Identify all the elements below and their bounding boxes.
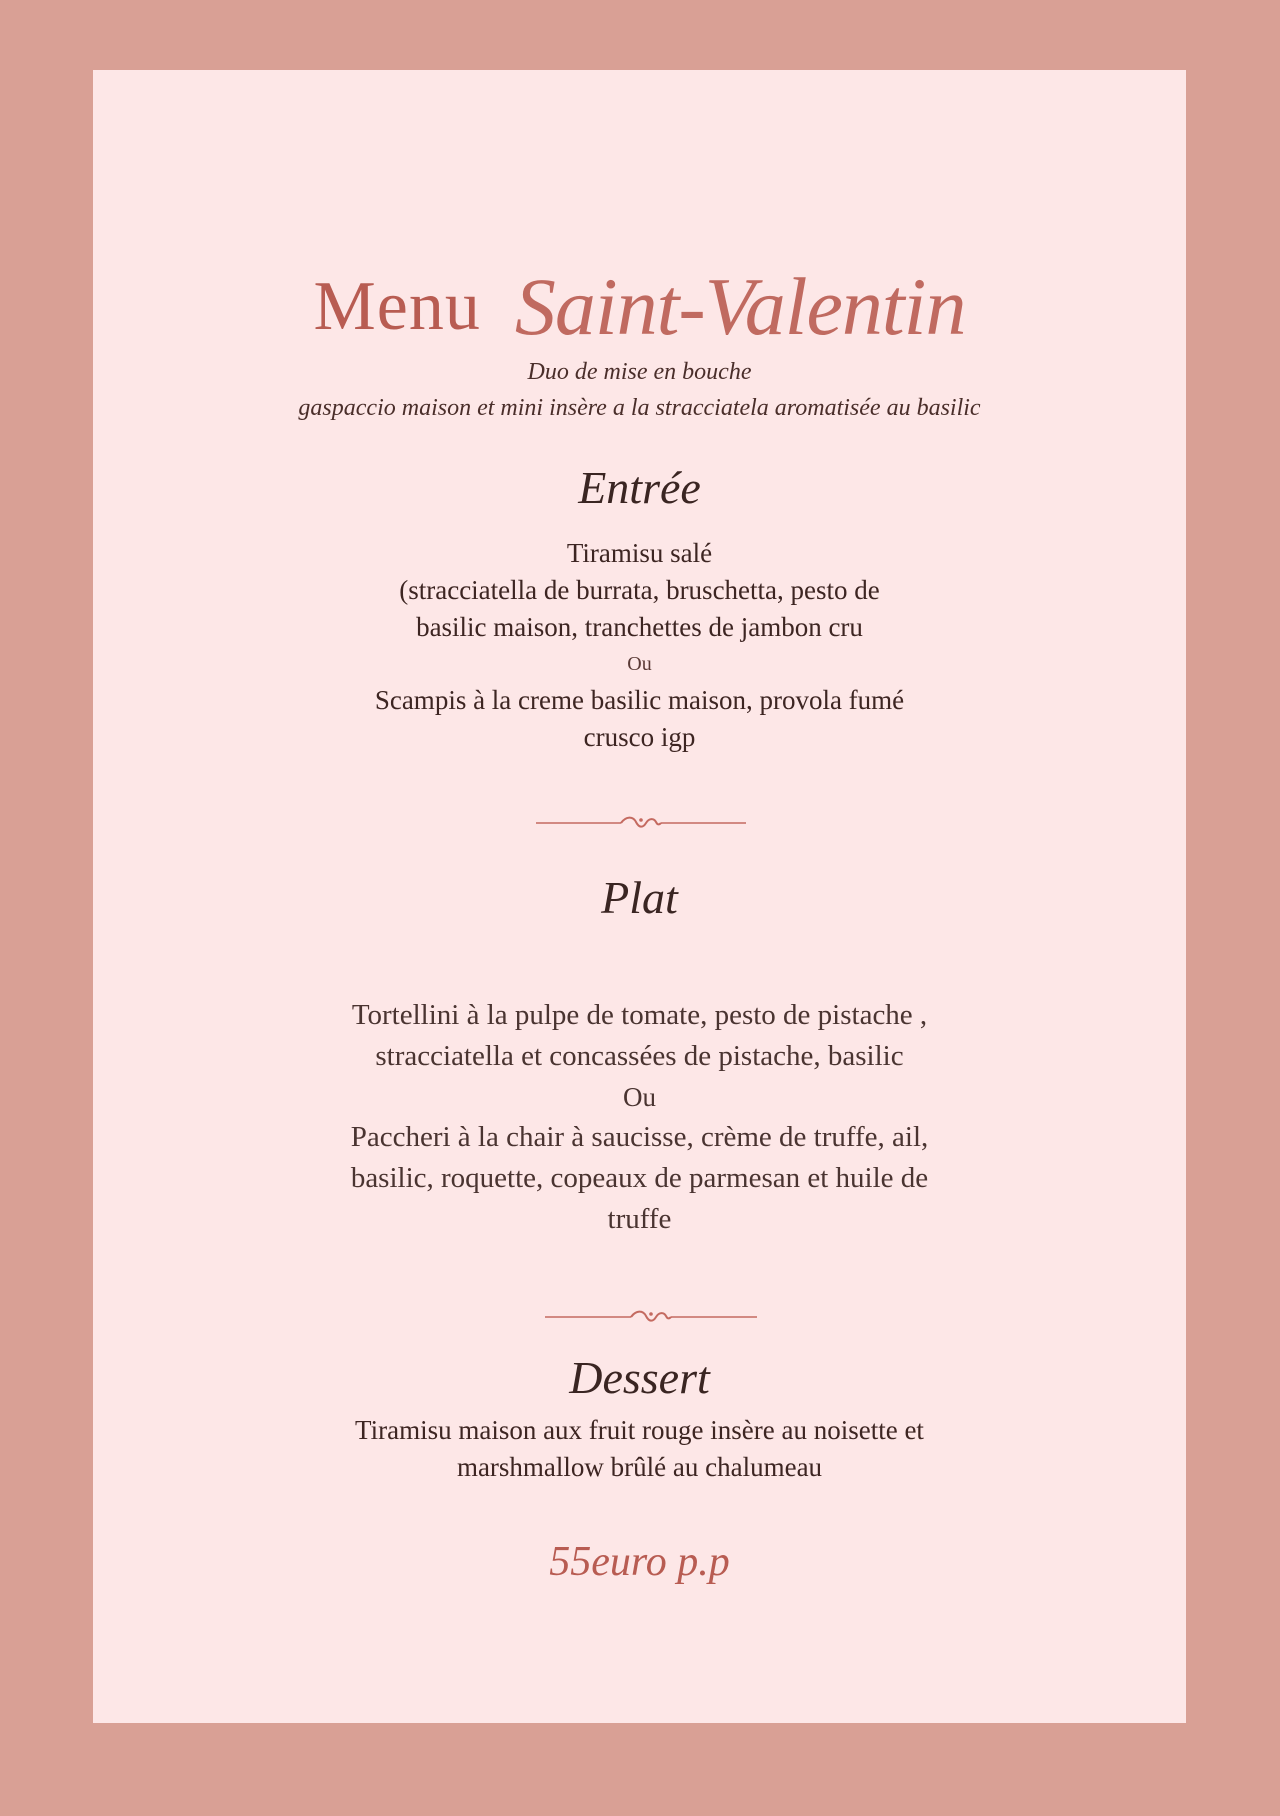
ornament-divider-1 <box>536 808 746 838</box>
section-title-dessert: Dessert <box>569 1352 710 1403</box>
entree-alt-line-2: crusco igp <box>583 722 696 752</box>
amuse-line-2: gaspaccio maison et mini insère a la stracciatela aromatisée au basilic <box>298 395 981 421</box>
menu-card <box>93 70 1186 1723</box>
plat-line-1: Tortellini à la pulpe de tomate, pesto de pistache , <box>351 999 928 1031</box>
entree-alt-line-1: Scampis à la creme basilic maison, provola fumé <box>374 685 905 715</box>
dessert-line-2: marshmallow brûlé au chalumeau <box>456 1452 823 1482</box>
plat-or: Ou <box>623 1082 656 1112</box>
entree-line-2: (stracciatella de burrata, bruschetta, pesto de <box>399 575 880 605</box>
entree-or: Ou <box>627 653 652 675</box>
amuse-bouche <box>93 354 1186 426</box>
entree-dishes <box>93 535 1186 756</box>
ornament-divider-2 <box>545 1302 757 1332</box>
menu-price: 55euro p.p <box>549 1539 730 1585</box>
plat-dishes <box>93 995 1186 1240</box>
plat-line-2: stracciatella et concassées de pistache, basilic <box>375 1040 904 1072</box>
menu-title <box>93 260 1186 350</box>
section-title-plat: Plat <box>601 872 678 923</box>
title-script: Saint-Valentin <box>514 261 966 352</box>
dessert-line-1: Tiramisu maison aux fruit rouge insère au noisette et <box>355 1415 924 1445</box>
amuse-line-1: Duo de mise en bouche <box>527 359 752 385</box>
section-title-entree: Entrée <box>578 462 701 513</box>
dessert-dishes <box>93 1412 1186 1486</box>
plat-alt-line-1: Paccheri à la chair à saucisse, crème de truffe, ail, <box>350 1121 929 1153</box>
plat-alt-line-2: basilic, roquette, copeaux de parmesan et huile de <box>350 1162 929 1194</box>
entree-line-1: Tiramisu salé <box>566 538 713 568</box>
plat-alt-line-3: truffe <box>607 1203 672 1235</box>
title-word: Menu <box>313 268 481 345</box>
entree-line-3: basilic maison, tranchettes de jambon cru <box>416 612 863 642</box>
